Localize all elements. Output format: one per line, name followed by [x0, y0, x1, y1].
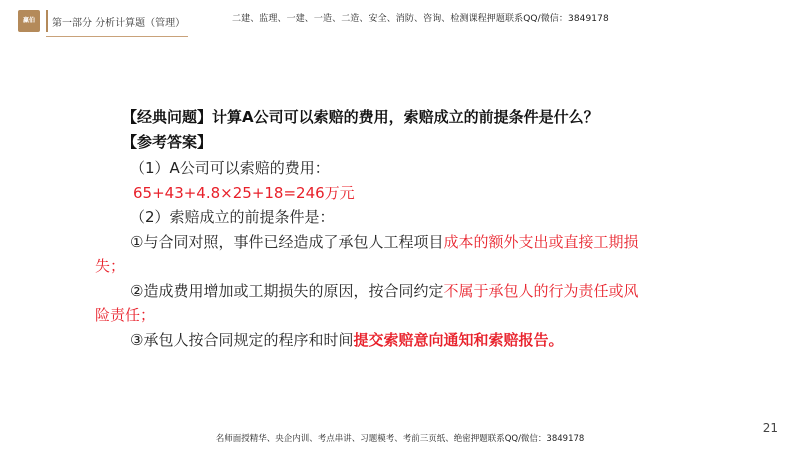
condition-1	[130, 232, 638, 252]
condition-2-text: ②造成费用增加或工期损失的原因，按合同约定	[130, 282, 444, 300]
condition-1-continued: 失；	[95, 257, 126, 275]
header-notice: 二建、监理、一建、一造、二造、安全、消防、咨询、检测课程押题联系QQ/微信：3849178	[232, 14, 609, 24]
condition-1-text: ①与合同对照，事件已经造成了承包人工程项目	[130, 233, 444, 251]
footer-notice: 名师面授精华、央企内训、考点串讲、习题模考、考前三页纸、绝密押题联系QQ/微信：3849178	[215, 434, 585, 444]
condition-3-text: ③承包人按合同规定的程序和时间	[130, 331, 354, 349]
condition-3	[130, 330, 563, 350]
item2-label: （2）索赔成立的前提条件是：	[130, 208, 335, 226]
item1-formula: 65+43+4.8×25+18=246万元	[133, 184, 355, 202]
condition-2	[130, 281, 638, 301]
answer-heading: 【参考答案】	[122, 133, 213, 151]
item1-label: （1）A公司可以索赔的费用：	[130, 159, 330, 177]
condition-2-continued: 险责任；	[95, 306, 156, 324]
condition-3-highlight: 提交索赔意向通知和索赔报告。	[353, 331, 564, 349]
question-text: 【经典问题】计算A公司可以索赔的费用，索赔成立的前提条件是什么？	[122, 108, 599, 126]
page-number: 21	[762, 421, 778, 435]
brand-logo: 赢伯	[18, 10, 40, 32]
condition-1-highlight: 成本的额外支出或直接工期损	[443, 233, 639, 251]
section-title: 第一部分 分析计算题（管理）	[52, 18, 186, 29]
condition-2-highlight: 不属于承包人的行为责任或风	[443, 282, 639, 300]
